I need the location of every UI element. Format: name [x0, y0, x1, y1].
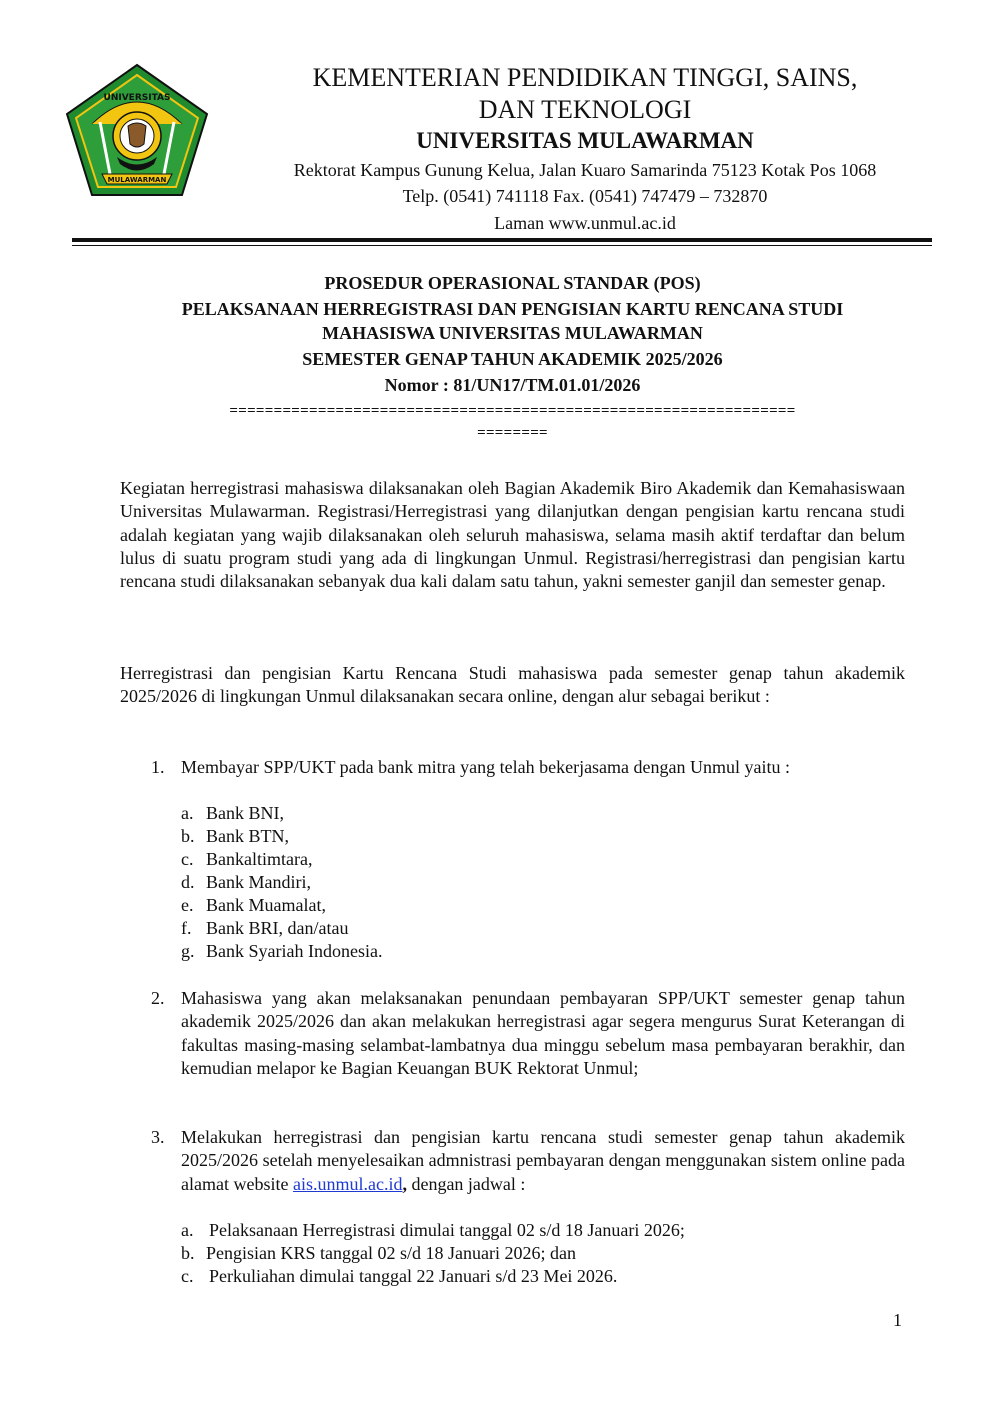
- bank-list-item: d. Bank Mandiri,: [181, 872, 311, 892]
- header-divider-thin: [72, 245, 932, 246]
- schedule-list-item: a. Pelaksanaan Herregistrasi dimulai tanggal 02 s/d 18 Januari 2026;: [181, 1220, 685, 1240]
- doc-title-line2: PELAKSANAAN HERREGISTRASI DAN PENGISIAN KARTU RENCANA STUDI: [181, 299, 844, 319]
- bank-list-item: c. Bankaltimtara,: [181, 849, 313, 869]
- logo-bottom-text: MULAWARMAN: [107, 176, 167, 184]
- doc-number: Nomor : 81/UN17/TM.01.01/2026: [384, 375, 641, 395]
- doc-title-line3: MAHASISWA UNIVERSITAS MULAWARMAN: [322, 323, 703, 343]
- intro-paragraph: Kegiatan herregistrasi mahasiswa dilaksanakan oleh Bagian Akademik Biro Akademik dan Kemahasiswaan Universitas Mulawarman. Registrasi/Herregistrasi yang dilanjutkan dengan pengisian kartu rencana studi adalah kegiatan yang wajib dilaksanakan oleh seluruh mahasiswa, selama masih aktif terdaftar dan belum lulus di suatu program studi yang ada di lingkungan Unmul. Registrasi/herregistrasi dan pengisian kartu rencana studi dilaksanakan sebanyak dua kali dalam satu tahun, yakni semester ganjil dan semester genap.: [120, 478, 905, 592]
- item-2-text: Mahasiswa yang akan melaksanakan penundaan pembayaran SPP/UKT semester genap tahun akademik 2025/2026 dan akan melakukan herregistrasi agar segera mengurus Surat Keterangan di fakultas masing-masing selambat-lambatnya dua minggu sebelum masa pembayaran berakhir, dan kemudian melapor ke Bagian Keuangan BUK Rektorat Unmul;: [181, 988, 905, 1078]
- bank-list-item: g. Bank Syariah Indonesia.: [181, 941, 383, 961]
- bank-list-item: f. Bank BRI, dan/atau: [181, 918, 349, 938]
- address-line: Rektorat Kampus Gunung Kelua, Jalan Kuaro Samarinda 75123 Kotak Pos 1068: [293, 160, 877, 180]
- university-logo: [62, 62, 212, 200]
- schedule-list-item: b. Pengisian KRS tanggal 02 s/d 18 Januari 2026; dan: [181, 1243, 576, 1263]
- ministry-name-line1: KEMENTERIAN PENDIDIKAN TINGGI, SAINS,: [312, 63, 858, 92]
- logo-top-text: UNIVERSITAS: [103, 93, 171, 103]
- separator-line2: ========: [477, 425, 548, 441]
- procedure-paragraph: Herregistrasi dan pengisian Kartu Rencana Studi mahasiswa pada semester genap tahun akademik 2025/2026 di lingkungan Unmul dilaksanakan secara online, dengan alur sebagai berikut :: [120, 663, 905, 707]
- bank-list-item: e. Bank Muamalat,: [181, 895, 326, 915]
- ministry-name-line2: DAN TEKNOLOGI: [478, 95, 692, 124]
- bank-list-item: a. Bank BNI,: [181, 803, 284, 823]
- header-divider-thick: [72, 238, 932, 242]
- schedule-list-item: c. Perkuliahan dimulai tanggal 22 Januari s/d 23 Mei 2026.: [181, 1266, 618, 1286]
- item-3-number: 3.: [151, 1127, 165, 1147]
- page-number: 1: [893, 1310, 902, 1330]
- item-3-text: Melakukan herregistrasi dan pengisian kartu rencana studi semester genap tahun akademik 2025/2026 setelah menyelesaikan admnistrasi pembayaran dengan menggunakan sistem online pada alamat website ais.unmul.ac.id, dengan jadwal :: [181, 1127, 905, 1194]
- ais-website-link[interactable]: ais.unmul.ac.id: [292, 1173, 403, 1194]
- item-1-text: Membayar SPP/UKT pada bank mitra yang telah bekerjasama dengan Unmul yaitu :: [181, 757, 791, 777]
- doc-title-line4: SEMESTER GENAP TAHUN AKADEMIK 2025/2026: [302, 349, 723, 369]
- doc-title-line1: PROSEDUR OPERASIONAL STANDAR (POS): [324, 273, 701, 293]
- separator-line1: ================================================================: [229, 403, 796, 419]
- bank-list-item: b. Bank BTN,: [181, 826, 289, 846]
- university-name: UNIVERSITAS MULAWARMAN: [416, 128, 754, 153]
- website-line: Laman www.unmul.ac.id: [494, 213, 676, 233]
- item-2-number: 2.: [151, 988, 165, 1008]
- item-1-number: 1.: [151, 757, 165, 777]
- phone-line: Telp. (0541) 741118 Fax. (0541) 747479 – 732870: [402, 186, 768, 206]
